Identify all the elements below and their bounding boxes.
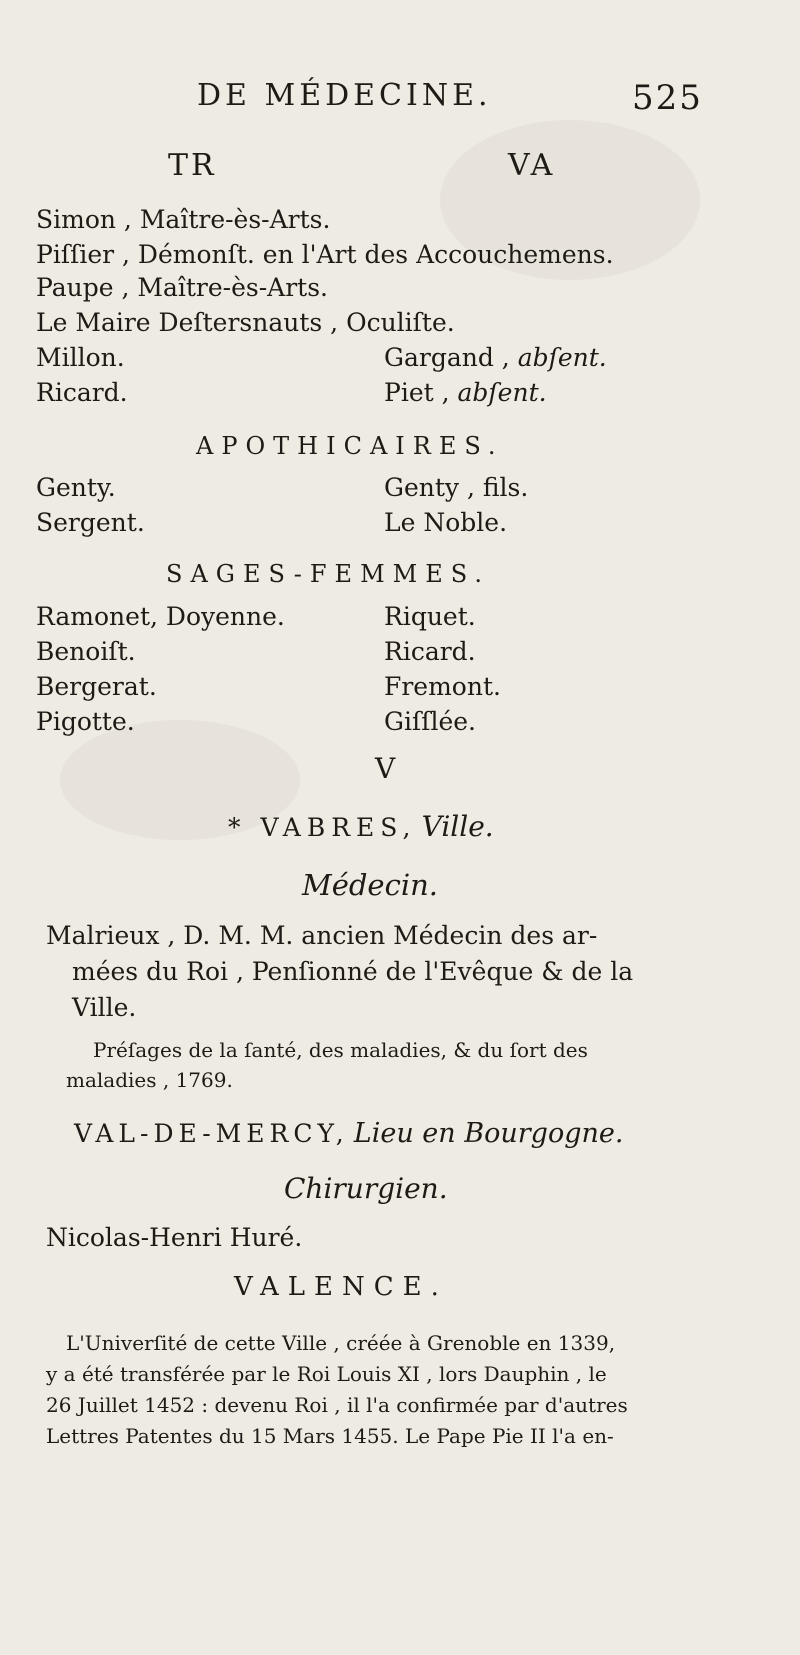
entry-right: [384, 378, 547, 407]
work-title-line: Préſages de la ſanté, des maladies, & du ſort des: [93, 1038, 588, 1062]
section-letter: V: [375, 752, 396, 785]
column-guide-right: VA: [508, 148, 556, 183]
paragraph-line: Lettres Patentes du 15 Mars 1455. Le Pape Pie II l'a en-: [46, 1424, 614, 1448]
place-heading-vabres: [228, 810, 494, 843]
entry-line: Ville.: [72, 993, 137, 1022]
entry-line: Piſſier , Démonſt. en l'Art des Accouchemens.: [36, 240, 614, 269]
paragraph-line: y a été transférée par le Roi Louis XI , lors Dauphin , le: [46, 1362, 607, 1386]
entry-line: Malrieux , D. M. M. ancien Médecin des ar-: [46, 921, 598, 950]
place-type: Lieu en Bourgogne.: [353, 1118, 624, 1149]
place-name: VAL-DE-MERCY,: [74, 1119, 349, 1148]
entry-line: Nicolas-Henri Huré.: [46, 1223, 303, 1252]
place-heading-valence: VALENCE.: [234, 1272, 448, 1302]
subheading-chirurgien: Chirurgien.: [284, 1172, 448, 1205]
entry-right: [384, 343, 607, 372]
place-name: * VABRES,: [228, 813, 417, 842]
entry-left: Genty.: [36, 473, 116, 502]
entry-right: Le Noble.: [384, 508, 508, 537]
entry-right: Riquet.: [384, 602, 476, 631]
subheading-medecin: Médecin.: [302, 868, 438, 902]
page-number: 525: [632, 78, 703, 118]
place-heading-val-de-mercy: [74, 1118, 623, 1149]
entry-left: Millon.: [36, 343, 125, 372]
work-title-line: maladies , 1769.: [66, 1068, 233, 1092]
entry-line: mées du Roi , Penſionné de l'Evêque & de la: [72, 957, 634, 986]
entry-left: Ramonet, Doyenne.: [36, 602, 285, 631]
entry-left: Pigotte.: [36, 707, 135, 736]
entry-note: abſent.: [457, 378, 547, 407]
section-heading-sages-femmes: SAGES-FEMMES.: [166, 560, 490, 588]
column-guide-left: TR: [168, 148, 217, 183]
entry-line: Le Maire Deſtersnauts , Oculiſte.: [36, 308, 455, 337]
entry-note: abſent.: [517, 343, 607, 372]
place-type: Ville.: [421, 810, 494, 843]
entry-line: Paupe , Maître-ès-Arts.: [36, 273, 328, 302]
entry-name: Gargand ,: [384, 343, 510, 372]
entry-right: Ricard.: [384, 637, 476, 666]
entry-left: Bergerat.: [36, 672, 157, 701]
entry-left: Sergent.: [36, 508, 145, 537]
entry-right: Genty , fils.: [384, 473, 529, 502]
section-heading-apothicaires: APOTHICAIRES.: [196, 432, 504, 460]
entry-right: Giſſlée.: [384, 707, 477, 736]
paragraph-line: 26 Juillet 1452 : devenu Roi , il l'a confirmée par d'autres: [46, 1393, 628, 1417]
entry-name: Piet ,: [384, 378, 450, 407]
entry-left: Ricard.: [36, 378, 128, 407]
entry-line: Simon , Maître-ès-Arts.: [36, 205, 331, 234]
entry-left: Benoiſt.: [36, 637, 136, 666]
paragraph-line: L'Univerſité de cette Ville , créée à Grenoble en 1339,: [66, 1331, 616, 1355]
running-head: DE MÉDECINE.: [197, 78, 492, 113]
entry-right: Fremont.: [384, 672, 501, 701]
